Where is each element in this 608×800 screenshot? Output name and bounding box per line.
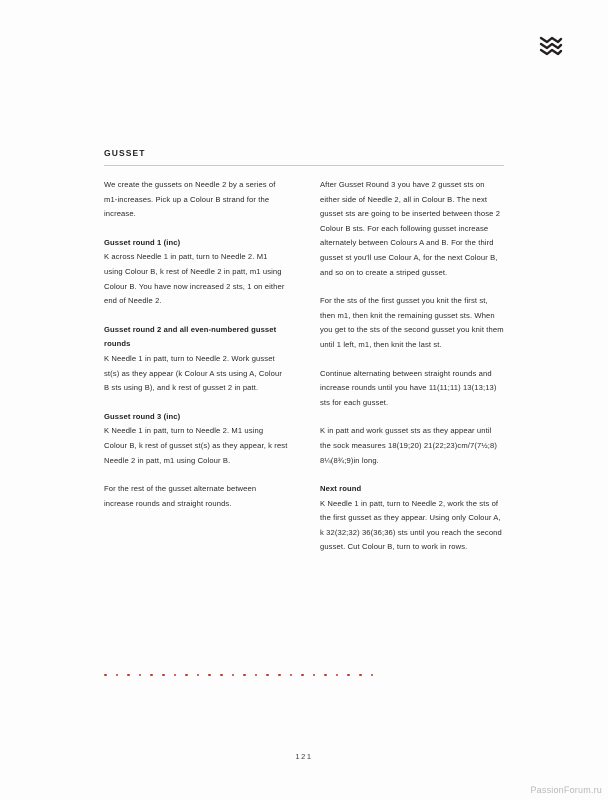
divider-dot (220, 674, 223, 677)
page-number: 121 (295, 752, 313, 761)
divider-dot (255, 674, 258, 677)
divider-dot (347, 674, 350, 677)
divider-dot (232, 674, 235, 677)
divider-dot (266, 674, 269, 677)
divider-dot (313, 674, 316, 677)
dotted-divider (104, 672, 504, 678)
left-column (104, 178, 288, 569)
intro-paragraph: We create the gussets on Needle 2 by a series of m1-increases. Pick up a Colour B strand for the increase. (104, 180, 276, 219)
zigzag-logo-icon (538, 32, 564, 58)
divider-dot (290, 674, 293, 677)
body-paragraph: After Gusset Round 3 you have 2 gusset sts on either side of Needle 2, all in Colour B. The next gusset sts are going to be inserted between those 2 Colour B sts. For each following gusset increase alternately between Colours A and B. For the third gusset st you'll use Colour A, for the next Colour B, and so on to create a striped gusset. (320, 180, 501, 277)
divider-dot (127, 674, 130, 677)
body-columns (104, 178, 504, 569)
watermark-label: PassionForum.ru (530, 785, 602, 795)
divider-dot (116, 674, 119, 677)
instruction-block (104, 410, 288, 468)
divider-dot (104, 674, 107, 677)
instruction-subhead: Gusset round 1 (inc) (104, 237, 181, 247)
instruction-block (104, 236, 288, 309)
body-paragraph: For the sts of the first gusset you knit the first st, then m1, then knit the remaining gusset sts. When you get to the sts of the second gusset you knit them until 1 left, m1, then knit the last st. (320, 296, 504, 349)
divider-dot (324, 674, 327, 677)
body-paragraph: K in patt and work gusset sts as they appear until the sock measures 18(19;20) 21(22;23)cm/7(7½;8) 8¼(8¾;9)in long. (320, 426, 498, 465)
instruction-body: K Needle 1 in patt, turn to Needle 2, work the sts of the first gusset as they appear. Using only Colour A, k 32(32;32) 36(36;36) sts until you reach the second gusset. Cut Colour B, turn to work in rows. (320, 498, 502, 552)
divider-dot (208, 674, 211, 677)
divider-dot (371, 674, 374, 677)
instruction-body: K across Needle 1 in patt, turn to Needle 2. M1 using Colour B, k rest of Needle 2 in patt, m1 using Colour B. You have now increased 2 sts, 1 on either end of Needle 2. (104, 252, 285, 306)
closing-paragraph: For the rest of the gusset alternate between increase rounds and straight rounds. (104, 484, 257, 508)
divider-dot (174, 674, 177, 677)
divider-dot (197, 674, 200, 677)
divider-dot (162, 674, 165, 677)
divider-dot (150, 674, 153, 677)
right-column (320, 178, 504, 569)
instruction-body: K Needle 1 in patt, turn to Needle 2. Work gusset st(s) as they appear (k Colour A sts using A, Colour B sts using B), and k rest of gusset 2 in patt. (104, 353, 283, 393)
body-paragraph: Continue alternating between straight rounds and increase rounds until you have 11(11;11) 13(13;13) sts for each gusset. (320, 368, 497, 407)
divider-dot (243, 674, 246, 677)
divider-dot (278, 674, 281, 677)
instruction-body: K Needle 1 in patt, turn to Needle 2. M1 using Colour B, k rest of gusset st(s) as they appear, k rest Needle 2 in patt, m1 using Colour B. (104, 426, 288, 465)
instruction-subhead: Next round (320, 484, 362, 494)
divider-dot (301, 674, 304, 677)
instruction-subhead: Gusset round 2 and all even-numbered gusset rounds (104, 324, 277, 349)
page-title: GUSSET (104, 148, 146, 158)
heading-divider (104, 165, 504, 166)
instruction-block (104, 323, 288, 396)
divider-dot (336, 674, 339, 677)
instruction-subhead: Gusset round 3 (inc) (104, 411, 181, 421)
instruction-block (320, 482, 504, 555)
divider-dot (185, 674, 188, 677)
divider-dot (139, 674, 142, 677)
divider-dot (359, 674, 362, 677)
